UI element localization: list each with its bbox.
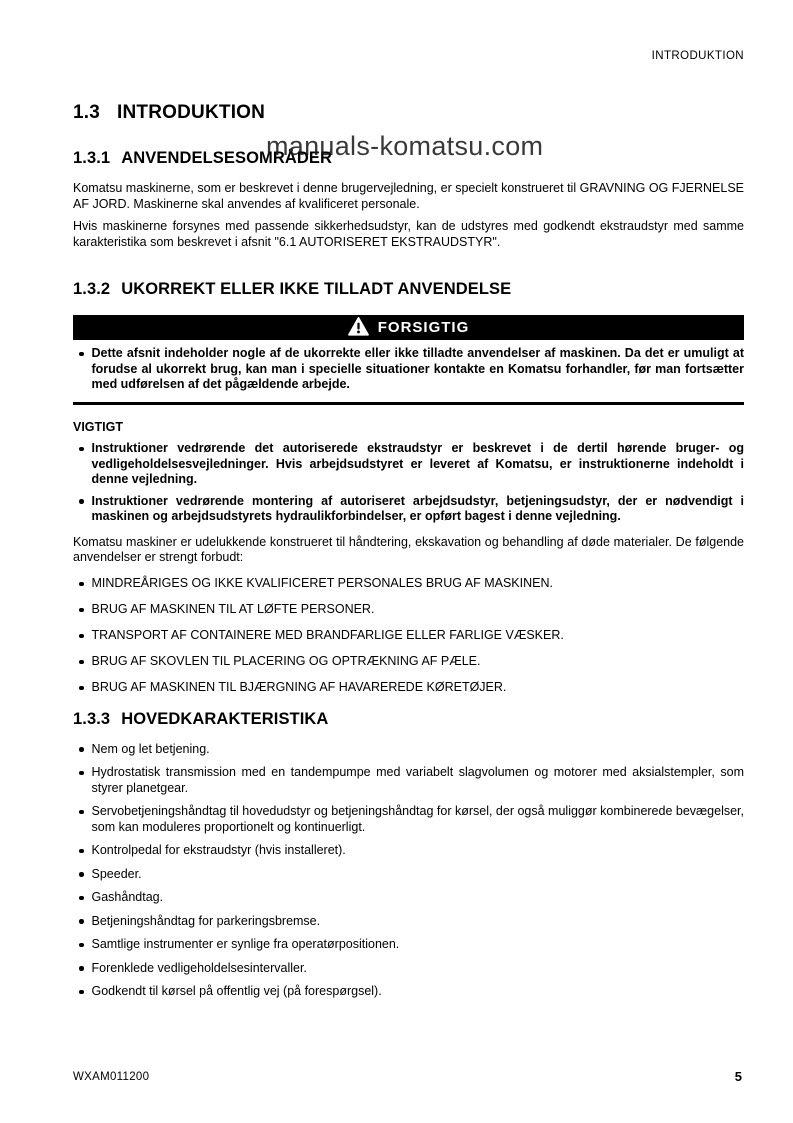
list-item-text: Forenklede vedligeholdelsesintervaller. — [91, 960, 307, 975]
footer-page-number: 5 — [734, 1069, 742, 1084]
bullet-icon — [79, 352, 84, 357]
section-heading-1-3 — [73, 103, 744, 123]
list-item-text: Nem og let betjening. — [91, 741, 210, 756]
watermark-text: manuals-komatsu.com — [266, 131, 544, 161]
bullet-icon — [79, 896, 84, 901]
list-item-text: Speeder. — [91, 866, 142, 881]
bullet-icon — [79, 919, 84, 924]
list-item-text: BRUG AF SKOVLEN TIL PLACERING OG OPTRÆKNING AF PÆLE. — [91, 654, 481, 668]
list-item — [73, 576, 744, 592]
list-item — [73, 937, 744, 953]
section-number: 1.3.1 — [73, 149, 111, 167]
list-item-text: Hydrostatisk transmission med en tandempumpe med variabelt slagvolumen og motorer med aksialstempler, som styrer planetgear. — [91, 765, 744, 795]
list-item — [73, 984, 744, 1000]
list-item-text: Servobetjeningshåndtag til hovedudstyr og betjeningshåndtag for kørsel, der også muliggør kombinerede bevægelser, som kan moduleres proportionelt og kontinuerligt. — [91, 804, 744, 834]
section-heading-1-3-2 — [73, 280, 744, 299]
bullet-icon — [79, 634, 84, 639]
list-item — [73, 804, 744, 835]
list-item — [73, 742, 744, 758]
list-item-text: BRUG AF MASKINEN TIL AT LØFTE PERSONER. — [91, 602, 375, 616]
section-number: 1.3.2 — [73, 280, 111, 298]
list-item — [73, 441, 744, 488]
important-label: VIGTIGT — [73, 419, 123, 434]
list-item — [73, 843, 744, 859]
list-item-text: Kontrolpedal for ekstraudstyr (hvis installeret). — [91, 843, 346, 857]
list-item-text: Betjeningshåndtag for parkeringsbremse. — [91, 913, 321, 928]
list-item — [73, 654, 744, 670]
paragraph: Komatsu maskiner er udelukkende konstrueret til håndtering, ekskavation og behandling af døde materialer. De følgende anvendelser er strengt forbudt: — [73, 534, 744, 564]
list-item — [73, 765, 744, 796]
list-item — [73, 680, 744, 696]
list-item — [73, 961, 744, 977]
list-item — [73, 494, 744, 525]
section-title: INTRODUKTION — [117, 102, 266, 123]
bullet-icon — [79, 686, 84, 691]
bullet-icon — [79, 499, 84, 504]
list-item-text: TRANSPORT AF CONTAINERE MED BRANDFARLIGE ELLER FARLIGE VÆSKER. — [91, 628, 564, 642]
list-item-text: Dette afsnit indeholder nogle af de ukorrekte eller ikke tilladte anvendelser af maskinen. Da det er umuligt at forudse al ukorrekt brug, kan man i specielle situationer kontakte en Komatsu forhandler, før man fortsætter med udførelsen af det pågældende arbejde. — [91, 346, 744, 391]
section-title: ANVENDELSESOMRÅDER — [121, 149, 333, 167]
caution-body — [73, 340, 744, 402]
list-item — [73, 602, 744, 618]
bullet-icon — [79, 966, 84, 971]
list-item-text: Godkendt til kørsel på offentlig vej (på forespørgsel). — [91, 984, 382, 998]
bullet-icon — [79, 608, 84, 613]
caution-header — [73, 315, 744, 340]
paragraph: Hvis maskinerne forsynes med passende sikkerhedsudstyr, kan de udstyres med godkendt ekstraudstyr med samme karakteristika som beskrevet i afsnit "6.1 AUTORISERET EKSTRAUDSTYR". — [73, 219, 744, 249]
bullet-icon — [79, 990, 84, 995]
footer-doc-code: WXAM011200 — [73, 1071, 150, 1083]
list-item — [73, 867, 744, 883]
caution-label: FORSIGTIG — [377, 319, 470, 336]
section-title: UKORREKT ELLER IKKE TILLADT ANVENDELSE — [121, 280, 512, 298]
bullet-icon — [79, 582, 84, 587]
list-item-text: Gashåndtag. — [91, 890, 164, 904]
bullet-icon — [79, 771, 84, 776]
section-title: HOVEDKARAKTERISTIKA — [121, 709, 329, 728]
paragraph: Komatsu maskinerne, som er beskrevet i denne brugervejledning, er specielt konstrueret til GRAVNING OG FJERNELSE AF JORD. Maskinerne skal anvendes af kvalificeret personale. — [73, 181, 744, 211]
bullet-icon — [79, 872, 84, 877]
list-item-text: Samtlige instrumenter er synlige fra operatørpositionen. — [91, 937, 400, 951]
section-number: 1.3 — [73, 102, 101, 123]
bullet-icon — [79, 810, 84, 815]
bullet-icon — [79, 943, 84, 948]
section-heading-1-3-3 — [73, 710, 744, 729]
bullet-icon — [79, 660, 84, 665]
list-item-text: MINDREÅRIGES OG IKKE KVALIFICERET PERSONALES BRUG AF MASKINEN. — [91, 576, 553, 590]
list-item-text: Instruktioner vedrørende det autoriserede ekstraudstyr er beskrevet i de dertil hørende bruger- og vedligeholdelsesvejledninger. Hvis arbejdsudstyret er leveret af Komatsu, er instruktionerne indeholdt i denne vejledning. — [91, 441, 744, 486]
bullet-icon — [79, 747, 84, 752]
list-item — [73, 914, 744, 930]
caution-box — [73, 315, 744, 405]
section-number: 1.3.3 — [73, 709, 111, 728]
list-item — [73, 628, 744, 644]
warning-triangle-icon — [348, 317, 369, 336]
list-item — [73, 346, 744, 393]
running-header: INTRODUKTION — [651, 50, 744, 62]
bullet-icon — [79, 849, 84, 854]
bullet-icon — [79, 447, 84, 452]
list-item-text: BRUG AF MASKINEN TIL BJÆRGNING AF HAVAREREDE KØRETØJER. — [91, 680, 507, 694]
list-item — [73, 890, 744, 906]
list-item-text: Instruktioner vedrørende montering af autoriseret arbejdsudstyr, betjeningsudstyr, der er nødvendigt i maskinen og arbejdsudstyrets hydraulikforbindelser, er opført bagest i denne vejledning. — [91, 493, 744, 523]
